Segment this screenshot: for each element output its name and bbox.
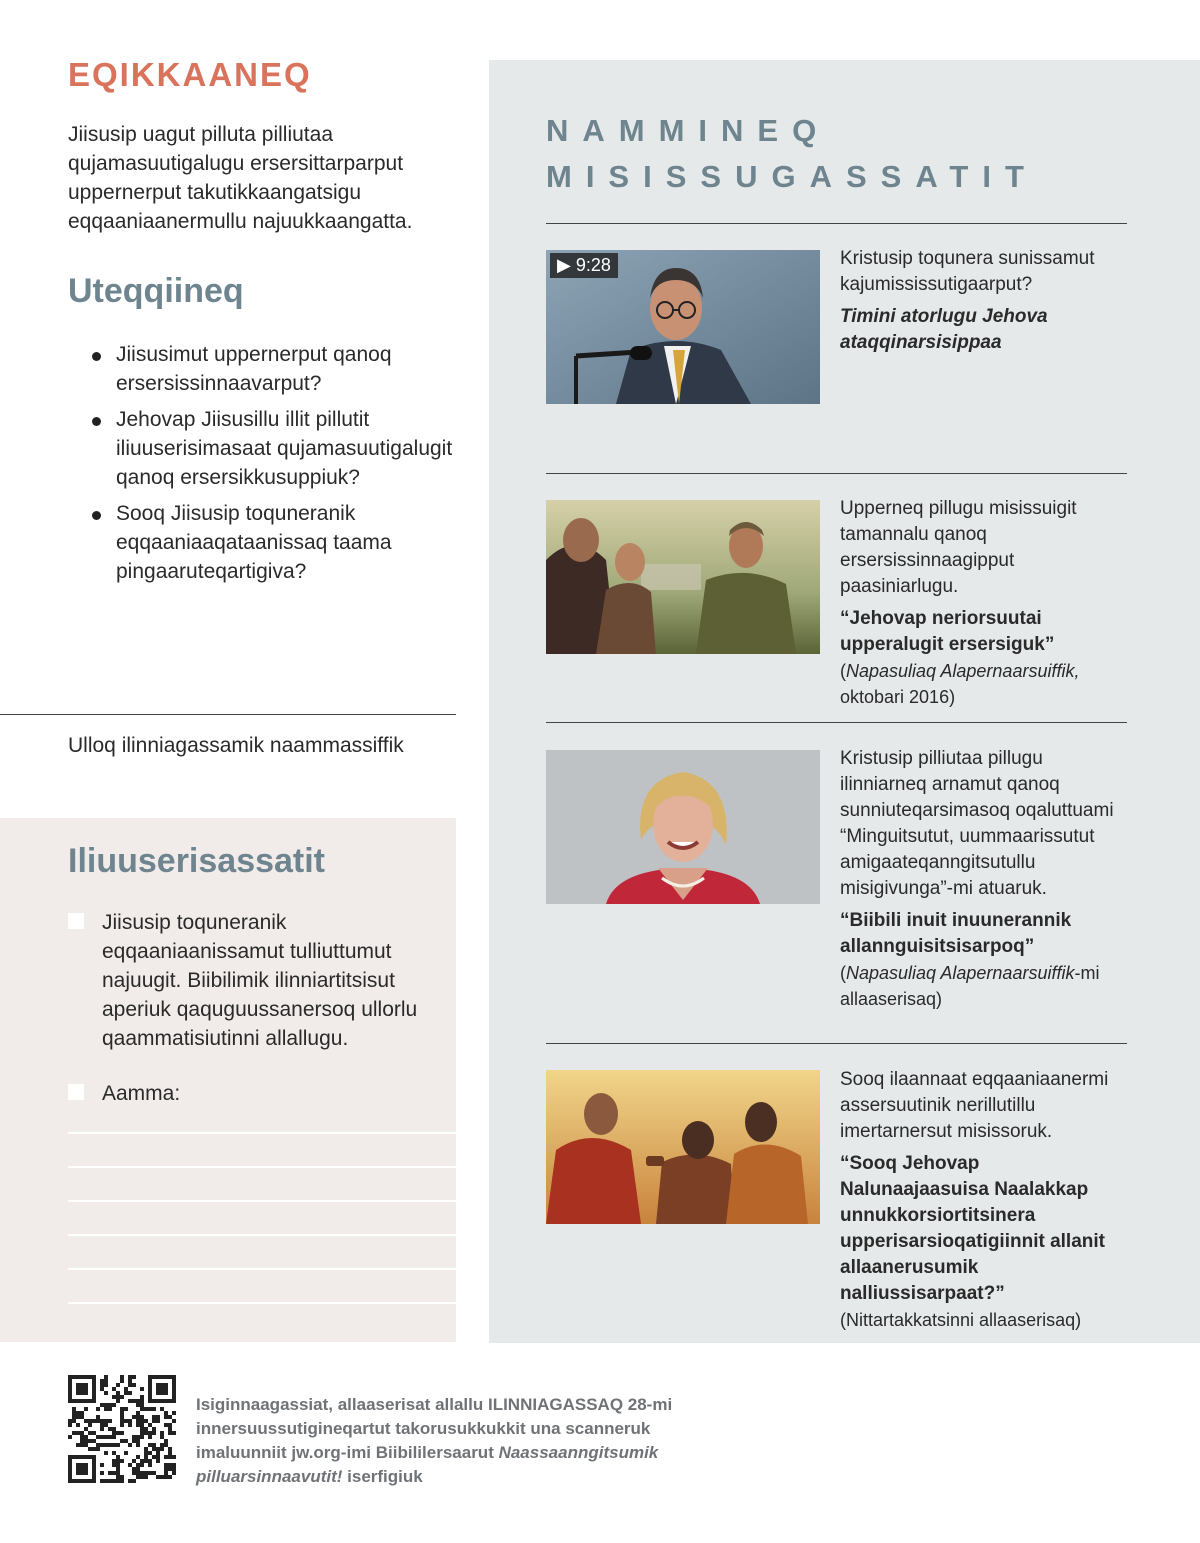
explore-heading-line: MISISSUGASSATIT <box>546 159 1038 194</box>
assignment-item-text: Aamma: <box>102 1082 181 1105</box>
card-description: Kristusip pilliutaa pillugu ilinniarneq arnamut qanoq sunniuteqarsimasoq oqaluttuami “Minguitsutut, uummaarissutut amigaateqanngitsutullu misigivunga”-mi atuaruk. <box>840 748 1114 899</box>
divider <box>546 223 1127 224</box>
card-source <box>840 960 1130 1012</box>
article-thumbnail[interactable] <box>546 500 820 654</box>
checkbox[interactable] <box>68 1084 84 1100</box>
source-paren: ( <box>840 661 846 681</box>
divider <box>546 1043 1127 1044</box>
footer-brochure-title[interactable]: Naassaanngitsumik pilluarsinnaavutit! <box>196 1443 659 1486</box>
card-title-link[interactable]: “Sooq Jehovap Nalunaajaasuisa Naalakkap unnukkorsiortitsinera upperisarsioqatigiinnit allanit allaanerusumik nalliussisarpaat?” <box>840 1153 1105 1304</box>
card-description: Upperneq pillugu misissuigit tamannalu qanoq ersersissinnaagipput paasiniarlugu. <box>840 498 1077 597</box>
review-item-text: Jehovap Jiisusillu illit pillutit iliuuserisimasaat qujamasuutigalugit qanoq ersersikkusuppiuk? <box>116 408 453 489</box>
footer-note <box>196 1393 716 1489</box>
card-text <box>840 496 1130 710</box>
review-item <box>92 405 472 492</box>
source-publication: Napasuliaq Alapernaarsuiffik, <box>846 661 1080 681</box>
bullet-icon <box>92 511 101 520</box>
divider <box>546 473 1127 474</box>
video-thumbnail[interactable] <box>546 250 820 404</box>
review-list <box>92 340 472 593</box>
writing-line[interactable] <box>68 1132 456 1134</box>
abraham-men-illustration <box>546 500 820 654</box>
bullet-icon <box>92 352 101 361</box>
writing-line[interactable] <box>68 1268 456 1270</box>
card-text <box>840 746 1130 1012</box>
card-description: Sooq ilaannaat eqqaaniaanermi assersuutinik nerillutillu imertarnersut misissoruk. <box>840 1069 1109 1142</box>
footer-text-main: Isiginnaagassiat, allaaserisat allallu ILINNIAGASSAQ 28-mi innersuussutigineqartut takorusukkukkit una scanneruk imaluunniit jw.org-imi Biibililersaarut <box>196 1395 673 1462</box>
writing-line[interactable] <box>68 1166 456 1168</box>
bullet-icon <box>92 417 101 426</box>
assignment-item <box>68 908 438 1053</box>
writing-line[interactable] <box>68 1302 456 1304</box>
explore-heading <box>546 108 1038 200</box>
woman-portrait <box>546 750 820 904</box>
divider <box>546 722 1127 723</box>
review-item <box>92 340 472 398</box>
card-title-link[interactable]: “Jehovap neriorsuutai upperalugit ersersiguk” <box>840 608 1055 655</box>
assignment-item <box>68 1079 438 1108</box>
source-type: -mi allaaserisaq) <box>840 963 1100 1009</box>
article-thumbnail[interactable] <box>546 750 820 904</box>
qr-code-icon <box>68 1375 176 1483</box>
video-duration-badge: ▶ 9:28 <box>550 253 618 278</box>
assignment-heading: Iliuuserisassatit <box>68 842 326 880</box>
explore-heading-line: NAMMINEQ <box>546 113 831 148</box>
review-item-text: Jiisusimut uppernerput qanoq ersersissinnaavarput? <box>116 343 392 395</box>
card-source: (Nittartakkatsinni allaaserisaq) <box>840 1310 1082 1330</box>
card-text <box>840 1067 1130 1333</box>
source-date: oktobari 2016) <box>840 687 956 707</box>
card-text <box>840 246 1130 356</box>
source-publication: Napasuliaq Alapernaarsuiffik <box>846 963 1075 983</box>
writing-line[interactable] <box>68 1200 456 1202</box>
card-source <box>840 658 1130 710</box>
review-item-text: Sooq Jiisusip toquneranik eqqaaniaaqataanissaq taama pingaaruteqartigiva? <box>116 502 392 583</box>
review-heading: Uteqqiineq <box>68 272 244 310</box>
summary-heading: EQIKKAANEQ <box>68 56 312 93</box>
last-supper-illustration <box>546 1070 820 1224</box>
assignment-item-text: Jiisusip toquneranik eqqaaniaanissamut tulliuttumut najuugit. Biibilimik ilinniartitsisut aperiuk qaquguussanersoq ullorlu qaammatisiutinni allallugu. <box>102 911 418 1050</box>
footer-text-end: iserfigiuk <box>342 1467 423 1486</box>
summary-text: Jiisusip uagut pilluta pilliutaa qujamasuutigalugu ersersittarparput uppernerput takutikkaangatsigu eqqaaniaanermullu najuukkaangatta. <box>68 123 413 233</box>
checkbox[interactable] <box>68 913 84 929</box>
source-paren: ( <box>840 963 846 983</box>
article-thumbnail[interactable] <box>546 1070 820 1224</box>
card-title-link[interactable]: “Biibili inuit inuunerannik allannguisitsisarpoq” <box>840 910 1072 957</box>
qr-code[interactable] <box>68 1375 176 1483</box>
card-title-link[interactable]: Timini atorlugu Jehova ataqqinarsisippaa <box>840 306 1048 353</box>
card-description: Kristusip toqunera sunissamut kajumississutigaarput? <box>840 248 1095 295</box>
optional-completion-date: Ulloq ilinniagassamik naammassiffik <box>68 734 404 757</box>
review-item <box>92 499 472 586</box>
writing-line[interactable] <box>68 1234 456 1236</box>
video-duration: 9:28 <box>575 255 611 275</box>
divider <box>0 714 456 715</box>
